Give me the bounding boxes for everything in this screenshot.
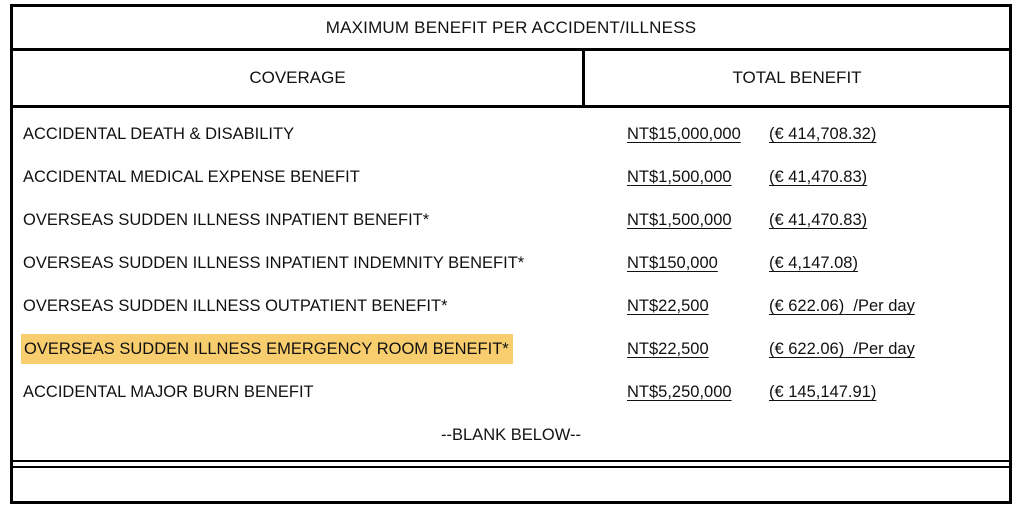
table-row — [13, 162, 1009, 192]
coverage-cell: ACCIDENTAL MAJOR BURN BENEFIT — [23, 383, 314, 401]
table-row-highlighted — [13, 334, 1009, 364]
nt-amount-cell: NT$150,000 — [627, 254, 718, 272]
eur-amount: (€ 622.06) — [769, 340, 845, 358]
coverage-cell-highlighted: OVERSEAS SUDDEN ILLNESS EMERGENCY ROOM BENEFIT* — [21, 334, 513, 364]
table-row — [13, 377, 1009, 407]
table-header-row — [13, 51, 1009, 108]
eur-amount-cell — [769, 291, 915, 321]
per-day-suffix: /Per day — [844, 297, 915, 315]
eur-amount-cell — [769, 334, 915, 364]
coverage-cell: ACCIDENTAL DEATH & DISABILITY — [23, 125, 295, 143]
nt-amount-cell: NT$5,250,000 — [627, 383, 732, 401]
eur-amount-cell: (€ 145,147.91) — [769, 383, 877, 401]
eur-amount-cell: (€ 41,470.83) — [769, 211, 868, 229]
coverage-cell: ACCIDENTAL MEDICAL EXPENSE BENEFIT — [23, 168, 360, 186]
blank-below-note: --BLANK BELOW-- — [441, 426, 581, 444]
total-benefit-column-header: TOTAL BENEFIT — [732, 68, 862, 87]
table-row — [13, 205, 1009, 235]
nt-amount-cell: NT$22,500 — [627, 297, 709, 315]
benefit-table — [10, 4, 1012, 504]
double-rule-top — [13, 460, 1009, 462]
nt-amount-cell: NT$15,000,000 — [627, 125, 741, 143]
coverage-cell: OVERSEAS SUDDEN ILLNESS OUTPATIENT BENEFIT* — [23, 297, 448, 315]
nt-amount-cell: NT$1,500,000 — [627, 211, 732, 229]
table-row — [13, 119, 1009, 149]
coverage-cell: OVERSEAS SUDDEN ILLNESS INPATIENT BENEFIT* — [23, 211, 430, 229]
eur-amount-cell: (€ 4,147.08) — [769, 254, 858, 272]
table-row — [13, 248, 1009, 278]
per-day-suffix: /Per day — [844, 340, 915, 358]
eur-amount-cell: (€ 41,470.83) — [769, 168, 868, 186]
nt-amount-cell: NT$22,500 — [627, 340, 709, 358]
double-rule-bottom — [13, 466, 1009, 468]
table-row — [13, 291, 1009, 321]
eur-amount: (€ 622.06) — [769, 297, 845, 315]
coverage-cell: OVERSEAS SUDDEN ILLNESS INPATIENT INDEMNITY BENEFIT* — [23, 254, 525, 272]
coverage-column-header: COVERAGE — [13, 51, 585, 105]
table-title: MAXIMUM BENEFIT PER ACCIDENT/ILLNESS — [13, 7, 1009, 51]
nt-amount-cell: NT$1,500,000 — [627, 168, 732, 186]
eur-amount-cell: (€ 414,708.32) — [769, 125, 877, 143]
